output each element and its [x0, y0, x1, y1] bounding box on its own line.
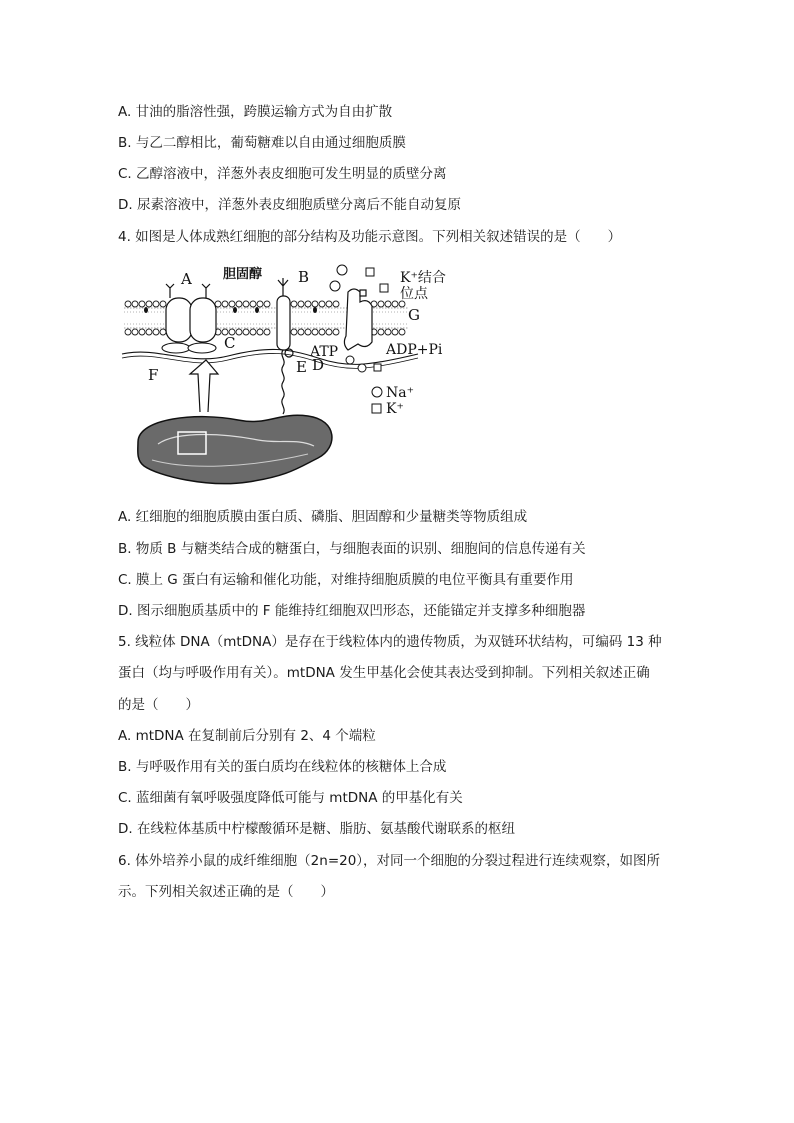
q5-stem-line2: 蛋白（均与呼吸作用有关）。mtDNA 发生甲基化会使其表达受到抑制。下列相关叙述正确: [118, 665, 650, 681]
q3-option-b: B. 与乙二醇相比，葡萄糖难以自由通过细胞质膜: [118, 135, 406, 151]
q4-option-c: C. 膜上 G 蛋白有运输和催化功能，对维持细胞质膜的电位平衡具有重要作用: [118, 572, 574, 588]
zoom-arrow: [190, 360, 218, 412]
q4-option-d: D. 图示细胞质基质中的 F 能维持红细胞双凹形态，还能锚定并支撑多种细胞器: [118, 603, 586, 619]
q6-stem-line1: 6. 体外培养小鼠的成纤维细胞（2n=20），对同一个细胞的分裂过程进行连续观察，如图所: [118, 853, 661, 869]
q6-stem-line2: 示。下列相关叙述正确的是（ ）: [118, 884, 334, 900]
q5-option-a: A. mtDNA 在复制前后分别有 2、4 个端粒: [118, 728, 376, 744]
label-atp: ATP: [310, 344, 339, 360]
label-site: 位点: [400, 286, 428, 302]
q4-option-b: B. 物质 B 与糖类结合成的糖蛋白，与细胞表面的识别、细胞间的信息传递有关: [118, 541, 586, 557]
label-a: A: [181, 270, 192, 288]
label-adp-pi: ADP+Pi: [386, 342, 443, 358]
q5-option-b: B. 与呼吸作用有关的蛋白质均在线粒体的核糖体上合成: [118, 759, 447, 775]
label-b: B: [298, 268, 310, 286]
q5-option-c: C. 蓝细菌有氧呼吸强度降低可能与 mtDNA 的甲基化有关: [118, 790, 463, 806]
k-legend-icon: [372, 404, 381, 413]
label-k-binding: K⁺结合: [400, 270, 446, 286]
label-d: D: [312, 356, 325, 374]
label-g: G: [408, 306, 420, 324]
label-e: E: [296, 358, 307, 376]
protein-c-left: [162, 343, 190, 353]
red-blood-cell: [138, 415, 332, 483]
label-na-legend: Na⁺: [386, 385, 414, 401]
q5-stem-line3: 的是（ ）: [118, 697, 199, 713]
label-cholesterol: 胆固醇: [223, 267, 263, 282]
protein-b: [277, 278, 293, 414]
label-c: C: [224, 334, 236, 352]
protein-c-right: [188, 343, 216, 353]
q5-option-d: D. 在线粒体基质中柠檬酸循环是糖、脂肪、氨基酸代谢联系的枢纽: [118, 821, 515, 837]
q3-option-c: C. 乙醇溶液中，洋葱外表皮细胞可发生明显的质壁分离: [118, 166, 447, 182]
protein-g: [344, 289, 372, 350]
na-legend-icon: [372, 387, 382, 397]
protein-a: [166, 284, 216, 342]
label-k-legend: K⁺: [386, 401, 404, 417]
rbc-membrane-figure: [118, 262, 458, 500]
q4-option-a: A. 红细胞的细胞质膜由蛋白质、磷脂、胆固醇和少量糖类等物质组成: [118, 509, 528, 525]
label-f: F: [148, 366, 159, 384]
q3-option-a: A. 甘油的脂溶性强，跨膜运输方式为自由扩散: [118, 104, 393, 120]
q5-stem-line1: 5. 线粒体 DNA（mtDNA）是存在于线粒体内的遗传物质，为双链环状结构，可编码 13 种: [118, 634, 662, 650]
q3-option-d: D. 尿素溶液中，洋葱外表皮细胞质壁分离后不能自动复原: [118, 197, 461, 213]
q4-stem: 4. 如图是人体成熟红细胞的部分结构及功能示意图。下列相关叙述错误的是（ ）: [118, 229, 622, 245]
